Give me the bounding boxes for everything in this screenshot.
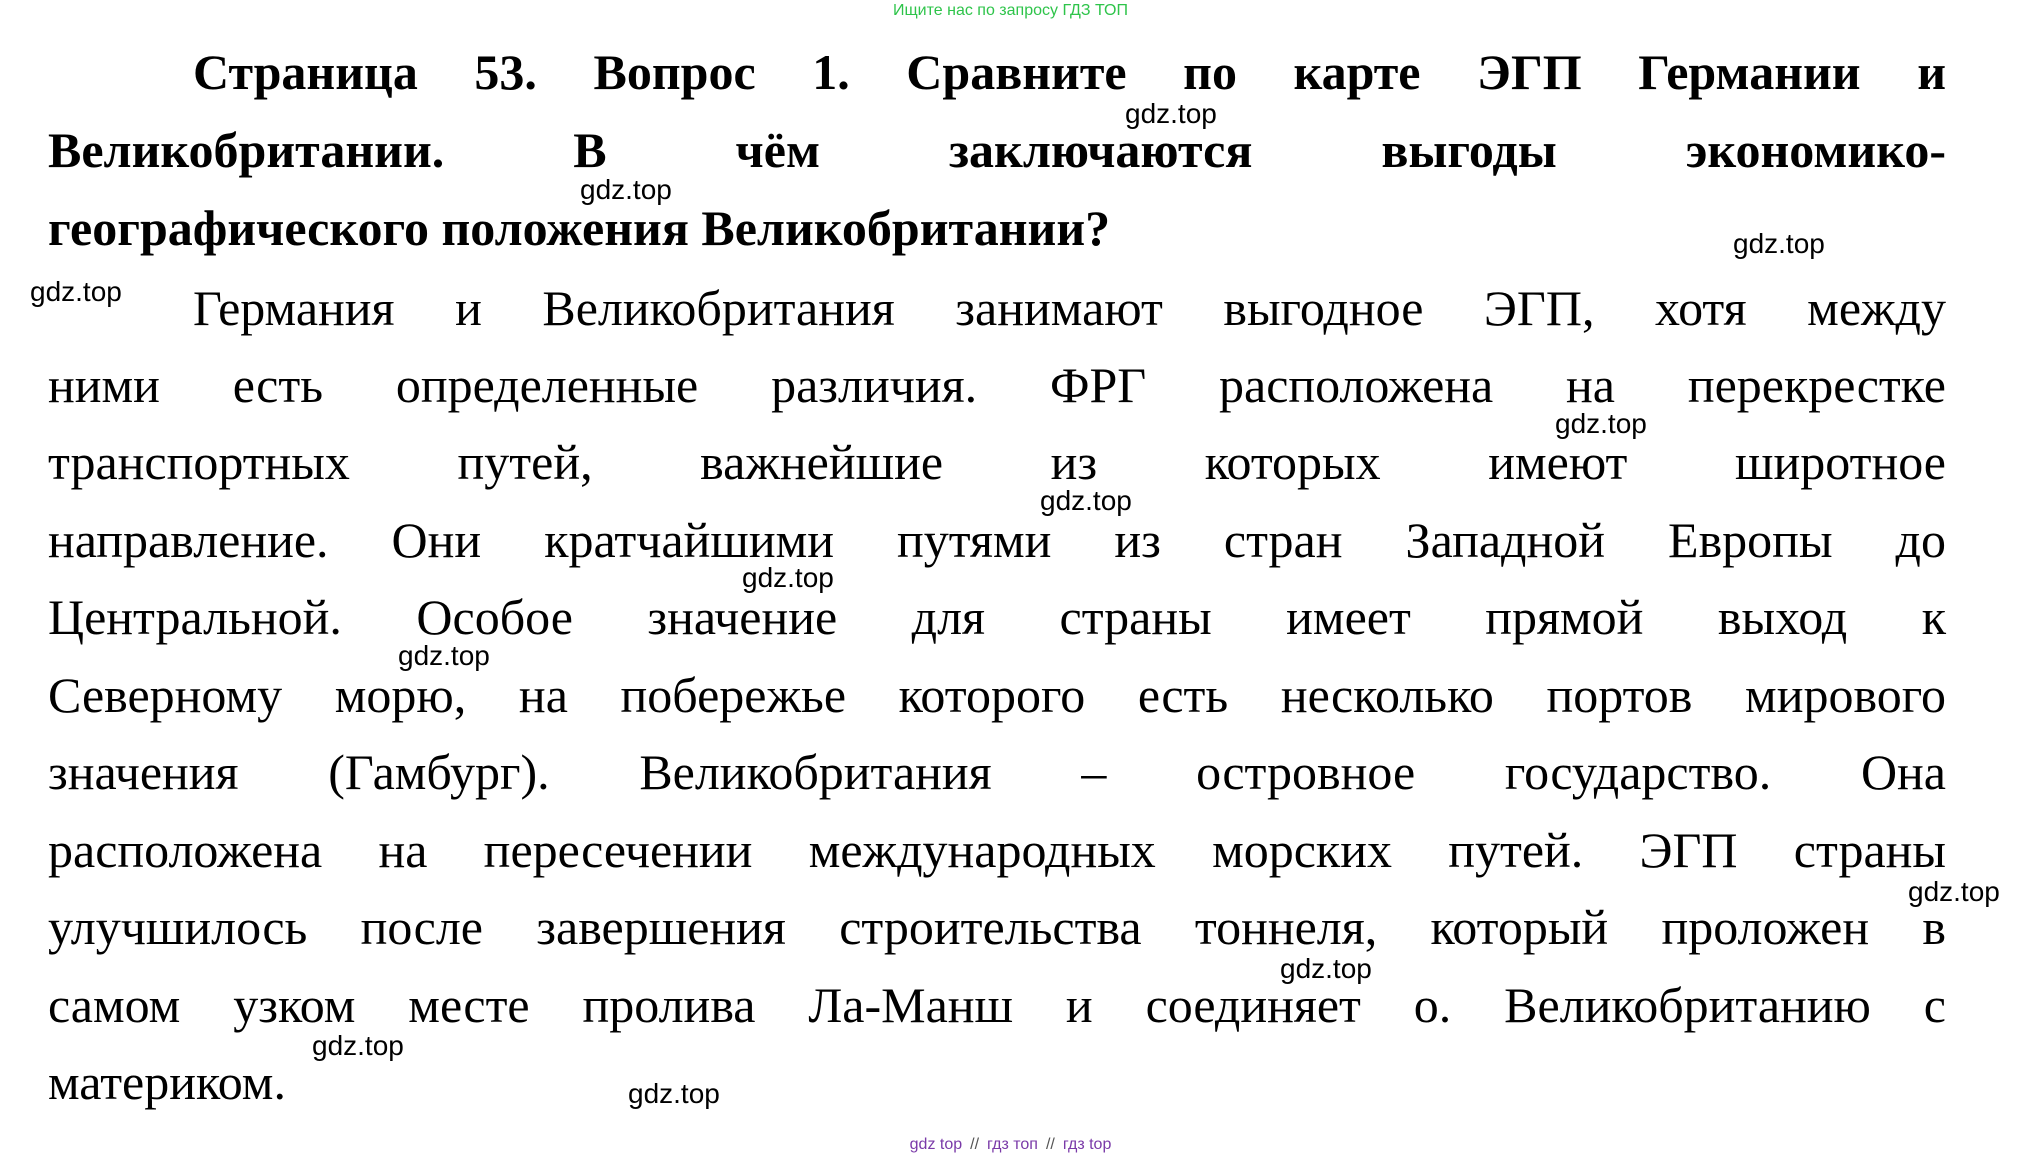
bottom-banner	[0, 1136, 2021, 1154]
answer-line-8: расположена на пересечении международных морских путей. ЭГП страны	[48, 822, 1946, 878]
bottom-banner-link-2[interactable]: гдз топ	[987, 1136, 1038, 1153]
answer-line-2: ними есть определенные различия. ФРГ расположена на перекрестке	[48, 357, 1946, 413]
watermark: gdz.top	[398, 640, 490, 671]
watermark: gdz.top	[1908, 876, 2000, 907]
banner-separator: //	[970, 1136, 980, 1153]
question-heading-line-3: географического положения Великобритании?	[48, 200, 1111, 256]
watermark: gdz.top	[1733, 228, 1825, 259]
watermark: gdz.top	[1040, 485, 1132, 516]
watermark: gdz.top	[1125, 98, 1217, 129]
watermark: gdz.top	[580, 174, 672, 205]
answer-line-11: материком.	[48, 1054, 286, 1110]
answer-line-5: Центральной. Особое значение для страны имеет прямой выход к	[48, 589, 1946, 645]
watermark: gdz.top	[30, 276, 122, 307]
answer-line-9: улучшилось после завершения строительства тоннеля, который проложен в	[48, 899, 1946, 955]
answer-line-4: направление. Они кратчайшими путями из стран Западной Европы до	[48, 512, 1946, 568]
answer-line-1: Германия и Великобритания занимают выгодное ЭГП, хотя между	[193, 280, 1946, 336]
watermark: gdz.top	[1555, 408, 1647, 439]
answer-line-10: самом узком месте пролива Ла-Манш и соединяет о. Великобританию с	[48, 977, 1946, 1033]
watermark: gdz.top	[312, 1030, 404, 1061]
question-heading-line-2: Великобритании. В чём заключаются выгоды экономико-	[48, 122, 1946, 178]
answer-line-6: Северному морю, на побережье которого есть несколько портов мирового	[48, 667, 1946, 723]
watermark: gdz.top	[628, 1078, 720, 1109]
watermark: gdz.top	[1280, 953, 1372, 984]
question-heading-line-1: Страница 53. Вопрос 1. Сравните по карте ЭГП Германии и	[193, 44, 1946, 100]
answer-line-7: значения (Гамбург). Великобритания – островное государство. Она	[48, 744, 1946, 800]
bottom-banner-link-1[interactable]: gdz top	[909, 1136, 963, 1153]
bottom-banner-link-3[interactable]: гдз top	[1062, 1136, 1112, 1153]
banner-separator: //	[1045, 1136, 1055, 1153]
watermark: gdz.top	[742, 562, 834, 593]
top-banner-link[interactable]: Ищите нас по запросу ГДЗ ТОП	[893, 2, 1128, 19]
answer-line-3: транспортных путей, важнейшие из которых имеют широтное	[48, 434, 1946, 490]
